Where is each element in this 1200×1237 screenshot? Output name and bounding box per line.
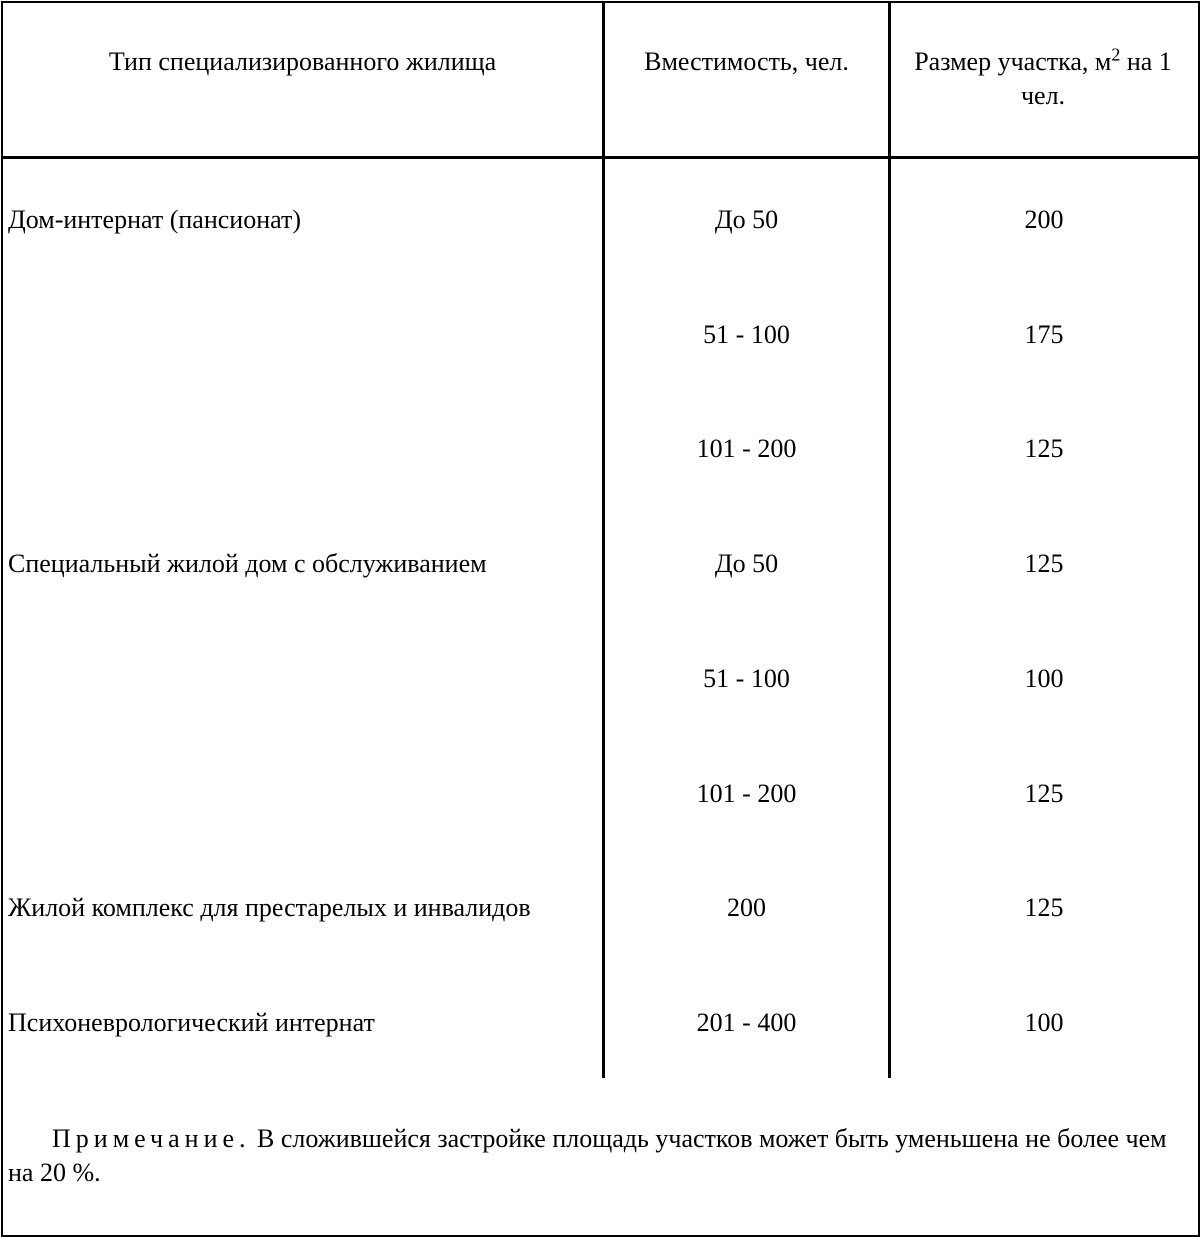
row-area: 100 (1024, 664, 1064, 693)
row-area: 125 (1024, 779, 1064, 808)
row-capacity: 51 - 100 (703, 664, 790, 693)
header-capacity: Вместимость, чел. (644, 47, 849, 76)
table-note (8, 1122, 1194, 1190)
row-area: 175 (1024, 320, 1064, 349)
row-type: Специальный жилой дом с обслуживанием (8, 549, 487, 578)
row-area: 100 (1024, 1008, 1064, 1037)
row-area: 125 (1024, 549, 1064, 578)
note-label: Примечание. (52, 1124, 251, 1153)
row-capacity: 51 - 100 (703, 320, 790, 349)
note-text: В сложившейся застройке площадь участков может быть уменьшена не более чем на 20 %. (8, 1124, 1167, 1187)
header-type: Тип специализированного жилища (108, 47, 497, 76)
row-type: Психоневрологический интернат (8, 1008, 375, 1037)
row-area: 125 (1024, 434, 1064, 463)
row-capacity: 200 (727, 893, 766, 922)
row-capacity: 101 - 200 (696, 779, 797, 808)
row-capacity: 101 - 200 (696, 434, 797, 463)
row-type: Жилой комплекс для престарелых и инвалидов (8, 893, 531, 922)
table-frame (1, 1, 1200, 1237)
row-capacity: До 50 (714, 205, 779, 234)
row-type: Дом-интернат (пансионат) (8, 205, 302, 234)
row-capacity: 201 - 400 (696, 1008, 797, 1037)
header-divider (1, 156, 1198, 159)
row-capacity: До 50 (714, 549, 779, 578)
header-area: Размер участка, $м^2$ на 1 чел. (914, 44, 1172, 110)
row-area: 125 (1024, 893, 1064, 922)
row-area: 200 (1024, 205, 1064, 234)
